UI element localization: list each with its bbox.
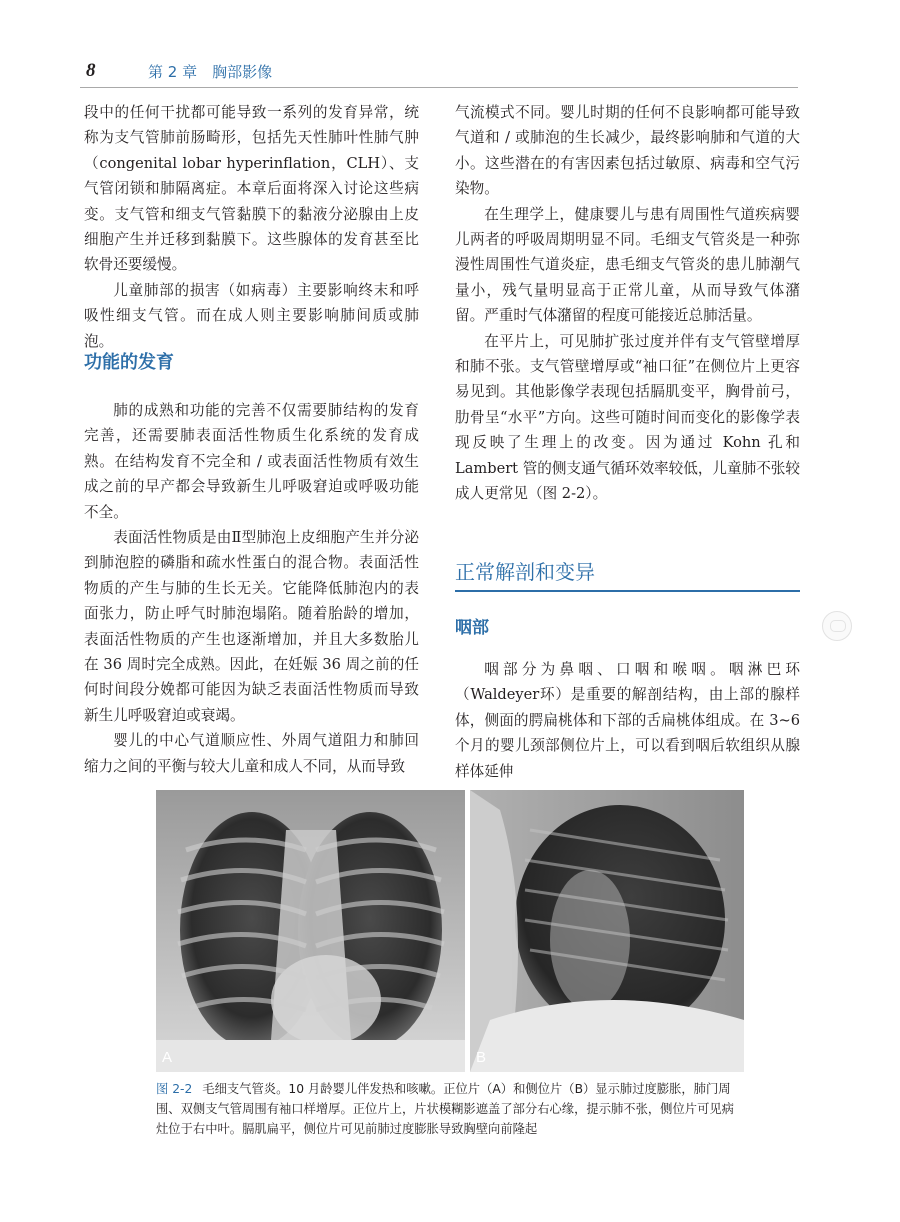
right-column-top xyxy=(455,100,800,507)
paragraph-physiology: 在生理学上，健康婴儿与患有周围性气道疾病婴儿两者的呼吸周期明显不同。毛细支气管炎是一种弥漫性周围性气道炎症，患毛细支气管炎的患儿肺潮气量小，残气量明显高于正常儿童，从而导致气体潴留。严重时气体潴留的程度可能接近总肺活量。 xyxy=(455,205,800,325)
xray-lateral-panel xyxy=(470,790,744,1072)
paragraph-continued: 段中的任何干扰都可能导致一系列的发育异常，统称为支气管肺前肠畸形，包括先天性肺叶性肺气肿（congenital lobar hyperinflation，CLH）、支气管闭锁和肺隔离症。本章后面将深入讨论这些病变。支气管和细支气管黏膜下的黏液分泌腺由上皮细胞产生并迁移到黏膜下。这些腺体的发育甚至比软骨还要缓慢。 xyxy=(84,104,419,274)
right-column-bottom xyxy=(455,657,800,784)
left-column-bottom xyxy=(84,398,419,779)
paragraph-surfactant: 表面活性物质是由Ⅱ型肺泡上皮细胞产生并分泌到肺泡腔的磷脂和疏水性蛋白的混合物。表面活性物质的产生与肺的生长无关。它能降低肺泡内的表面张力，防止呼气时肺泡塌陷。随着胎龄的增加，表面活性物质的产生也逐渐增加，并且大多数胎儿在 36 周时完全成熟。因此，在妊娠 36 周之前的任何时间段分娩都可能因为缺乏表面活性物质而导致新生儿呼吸窘迫或衰竭。 xyxy=(84,529,419,724)
section-rule xyxy=(455,590,800,592)
paragraph-infant: 婴儿的中心气道顺应性、外周气道阻力和肺回缩力之间的平衡与较大儿童和成人不同，从而导致 xyxy=(84,732,419,775)
figure-caption xyxy=(156,1079,746,1139)
figure-caption-text: 毛细支气管炎。10 月龄婴儿伴发热和咳嗽。正位片（A）和侧位片（B）显示肺过度膨胀，肺门周围、双侧支气管周围有袖口样增厚。正位片上，片状模糊影遮盖了部分右心缘，提示肺不张，侧位片可见病灶位于右中叶。膈肌扁平，侧位片可见前肺过度膨胀导致胸壁向前隆起 xyxy=(156,1082,734,1136)
paragraph-pharynx: 咽部分为鼻咽、口咽和喉咽。咽淋巴环（Waldeyer环）是重要的解剖结构，由上部的腺样体，侧面的腭扁桃体和下部的舌扁桃体组成。在 3~6 个月的婴儿颈部侧位片上，可以看到咽后软组织从腺样体延伸 xyxy=(455,661,800,780)
margin-watermark-icon xyxy=(822,611,852,641)
panel-label-b: B xyxy=(476,1049,487,1066)
panel-label-a: A xyxy=(162,1049,173,1066)
chest-xray-lateral-image xyxy=(470,790,744,1072)
page-number: 8 xyxy=(86,60,96,81)
section-heading-function: 功能的发育 xyxy=(84,352,174,373)
chapter-title: 第 2 章 胸部影像 xyxy=(148,63,273,81)
header-rule xyxy=(80,87,798,88)
section-heading-anatomy: 正常解剖和变异 xyxy=(455,560,595,584)
chest-xray-frontal-image xyxy=(156,790,465,1072)
xray-frontal-panel xyxy=(156,790,465,1072)
left-column-top xyxy=(84,100,419,354)
figure-label: 图 2-2 xyxy=(156,1082,193,1096)
paragraph-airflow: 气流模式不同。婴儿时期的任何不良影响都可能导致气道和 / 或肺泡的生长减少，最终影响肺和气道的大小。这些潜在的有害因素包括过敏原、病毒和空气污染物。 xyxy=(455,104,800,198)
subsection-heading-pharynx: 咽部 xyxy=(455,618,489,638)
page-header xyxy=(80,58,798,88)
paragraph-radiograph: 在平片上，可见肺扩张过度并伴有支气管壁增厚和肺不张。支气管壁增厚或“袖口征”在侧位片上更容易见到。其他影像学表现包括膈肌变平，胸骨前弓，肋骨呈“水平”方向。这些可随时间而变化的影像学表现反映了生理上的改变。因为通过 Kohn 孔和 Lambert 管的侧支通气循环效率较低，儿童肺不张较成人更常见（图 2-2）。 xyxy=(455,332,800,503)
paragraph-maturation: 肺的成熟和功能的完善不仅需要肺结构的发育完善，还需要肺表面活性物质生化系统的发育成熟。在结构发育不完全和 / 或表面活性物质有效生成之前的早产都会导致新生儿呼吸窘迫或呼吸功能不全。 xyxy=(84,402,419,521)
paragraph-injury: 儿童肺部的损害（如病毒）主要影响终末和呼吸性细支气管。而在成人则主要影响肺间质或肺泡。 xyxy=(84,281,419,350)
